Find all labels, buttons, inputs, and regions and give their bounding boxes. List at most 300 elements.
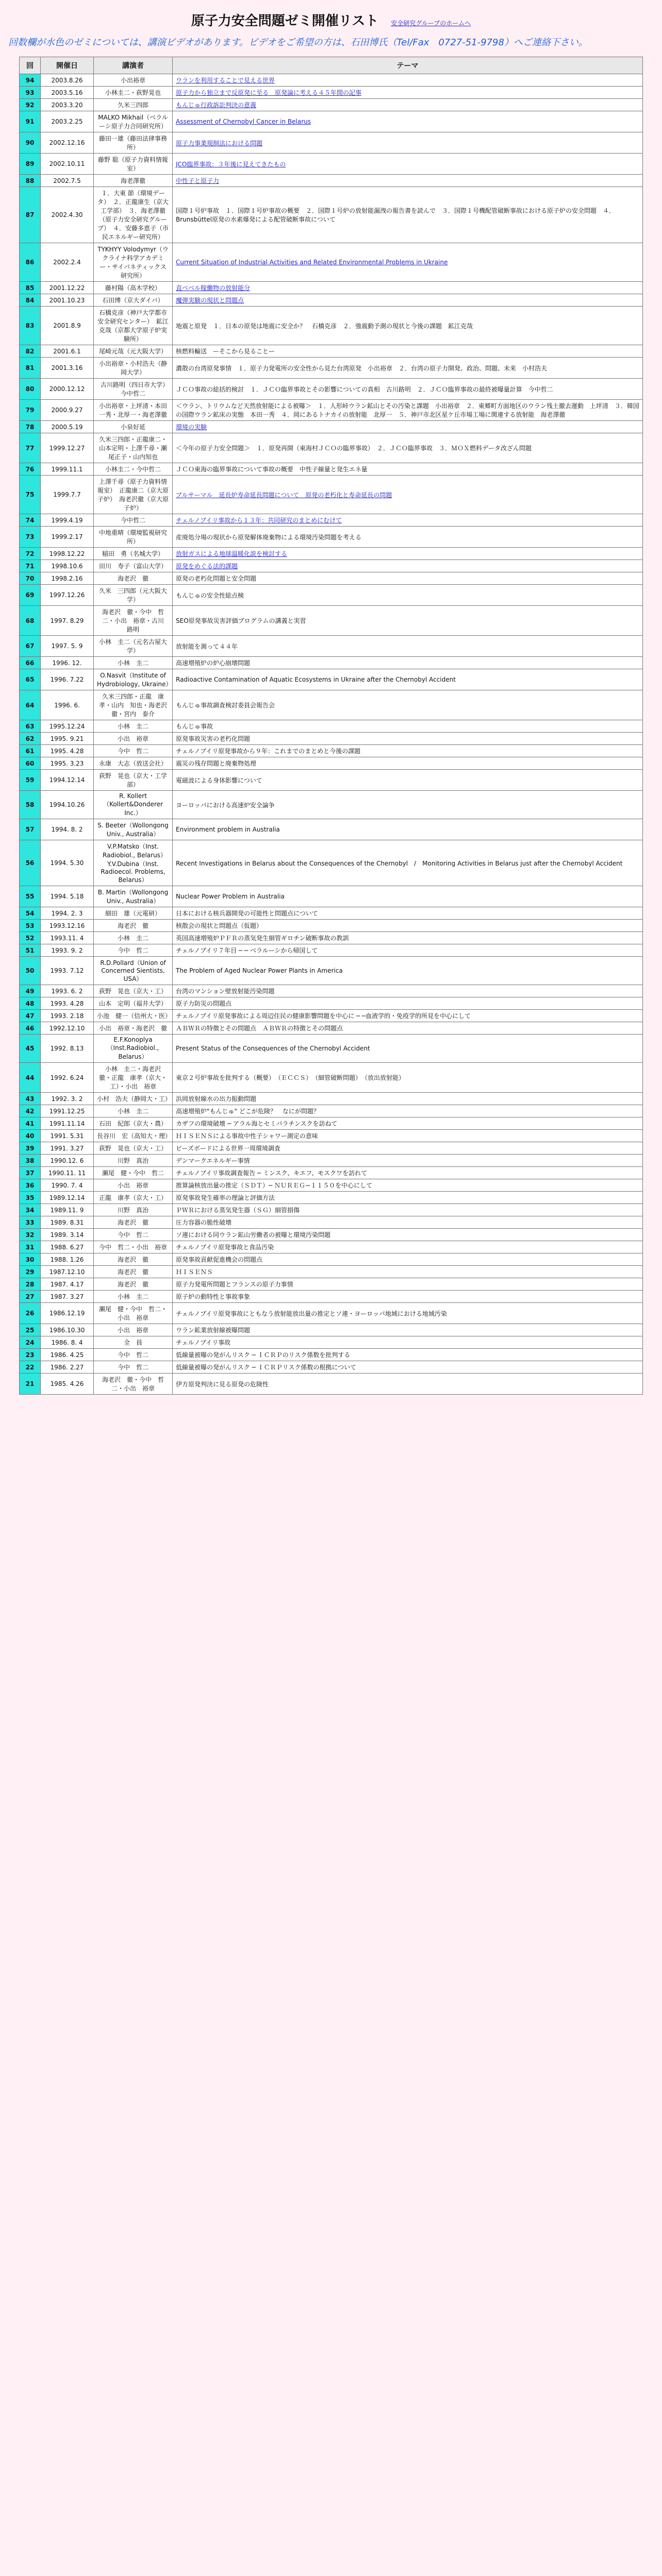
session-number: 79	[20, 400, 41, 421]
theme: 浜岡放射線水の出力振動問題	[173, 1093, 643, 1105]
lecturer: 海老沢 徹	[94, 1278, 173, 1291]
session-date: 1989.11. 9	[41, 1204, 94, 1216]
table-row	[20, 733, 643, 745]
lecturer: 今中 哲二	[94, 944, 173, 957]
theme: もんじゅ事故調査検討委員会報告会	[173, 690, 643, 720]
session-number: 90	[20, 132, 41, 154]
session-number: 62	[20, 733, 41, 745]
lecturer: 久米三四郎・正龍 康孝・山内 知也・海老沢 徹・宮内 泰介	[94, 690, 173, 720]
theme-link[interactable]: 原発をめぐる法的課題	[176, 563, 238, 570]
lecturer: B. Martin（Wollongong Univ., Australia）	[94, 886, 173, 907]
theme: 原発事故貢献促進機会の問題点	[173, 1253, 643, 1266]
session-date: 1989. 3.14	[41, 1229, 94, 1241]
session-number: 23	[20, 1349, 41, 1361]
session-date: 1993. 7.12	[41, 957, 94, 985]
theme: チェルノブイリ原発事故と食品汚染	[173, 1241, 643, 1253]
lecturer: 今中 哲二	[94, 1361, 173, 1374]
session-date: 1995. 3.23	[41, 757, 94, 770]
table-row	[20, 907, 643, 920]
home-link[interactable]: 安全研究グループのホームへ	[391, 20, 471, 27]
theme: 東京２号炉事故を批判する（概要） （ＥＣＣＳ） （細管破断問題） （放出放射能）	[173, 1063, 643, 1093]
theme: 震災の残存問題と廃棄物処理	[173, 757, 643, 770]
page-title: 原子力安全問題ゼミ開催リスト	[191, 13, 379, 29]
table-row	[20, 1155, 643, 1167]
session-date: 2003.3.20	[41, 99, 94, 111]
session-date: 1994.12.14	[41, 770, 94, 791]
table-row	[20, 1278, 643, 1291]
table-row	[20, 1179, 643, 1192]
theme: 産廃処分場の現状から原発解体廃棄物による環境汚染問題を考える	[173, 527, 643, 548]
session-number: 60	[20, 757, 41, 770]
lecturer: 正龍 康孝（京大・工）	[94, 1192, 173, 1204]
lecturer: 細田 雄（元電研）	[94, 907, 173, 920]
lecturer: 長谷川 宏（高知大・理）	[94, 1130, 173, 1142]
session-date: 1998.12.22	[41, 548, 94, 560]
session-date: 2002.7.5	[41, 175, 94, 187]
session-number: 45	[20, 1035, 41, 1063]
session-number: 37	[20, 1167, 41, 1179]
table-row	[20, 840, 643, 886]
theme: チェルノブイリ７年目 ─ ─ ベラルーシから帰国して	[173, 944, 643, 957]
theme[interactable]	[173, 548, 643, 560]
table-row	[20, 920, 643, 932]
session-number: 73	[20, 527, 41, 548]
table-row	[20, 282, 643, 294]
session-date: 1999.12.27	[41, 433, 94, 463]
theme: 英国高速増殖炉ＰＦＲの蒸気発生細管ギロチン破断事故の教訓	[173, 932, 643, 944]
table-row	[20, 1324, 643, 1336]
table-row	[20, 572, 643, 585]
session-number: 29	[20, 1266, 41, 1278]
theme: 原子力発電所問題とフランスの原子力事情	[173, 1278, 643, 1291]
session-number: 64	[20, 690, 41, 720]
lecturer: 海老沢 徹	[94, 572, 173, 585]
theme: ウラン鉱業放射線被曝問題	[173, 1324, 643, 1336]
session-date: 2002.12.16	[41, 132, 94, 154]
theme[interactable]	[173, 175, 643, 187]
table-row	[20, 690, 643, 720]
theme: 核散会の現状と問題点（仮題）	[173, 920, 643, 932]
table-row	[20, 1266, 643, 1278]
table-row	[20, 1253, 643, 1266]
table-row	[20, 669, 643, 690]
theme: 高速増殖炉の炉心崩壊問題	[173, 657, 643, 669]
session-date: 2003.2.25	[41, 111, 94, 132]
theme: 推算論核放出量の推定（ＳＤＴ）─ ＮＵＲＥＧ−１１５０を中心にして	[173, 1179, 643, 1192]
header-date: 開催日	[41, 57, 94, 74]
session-number: 27	[20, 1291, 41, 1303]
lecturer: 瀬尾 健・今中 哲二・小出 裕章	[94, 1303, 173, 1324]
lecturer: 小林 圭二・海老沢 徹・正龍 康孝（京大・工）・小出 裕章	[94, 1063, 173, 1093]
session-number: 39	[20, 1142, 41, 1155]
theme[interactable]	[173, 421, 643, 433]
theme: もんじゅの安全性総点検	[173, 585, 643, 606]
lecturer: 小林圭二・荻野晃也	[94, 87, 173, 99]
theme: ＡＢＷＲの特徴とその問題点 ＡＢＷＲの特徴とその問題点	[173, 1022, 643, 1035]
theme: 高速増殖炉"もんじゅ" どこが危険？ なにが問題？	[173, 1105, 643, 1117]
theme: 核燃料輸送 ーそこから見ることー	[173, 345, 643, 358]
lecturer: 小林 圭二（元名古屋大学）	[94, 636, 173, 657]
session-number: 86	[20, 243, 41, 282]
lecturer: 海老澤徹	[94, 175, 173, 187]
theme: ＨＩＳＥＮＳによる事故中性子シャワー測定の意味	[173, 1130, 643, 1142]
session-date: 1995.12.24	[41, 720, 94, 733]
theme[interactable]	[173, 154, 643, 175]
theme-link[interactable]: 原子力から独立まで反原発に至る 原発論に考える４５年間の記事	[176, 89, 362, 96]
theme: 原発の老朽化問題と安全問題	[173, 572, 643, 585]
session-date: 1986.12.19	[41, 1303, 94, 1324]
table-row	[20, 358, 643, 379]
table-row	[20, 514, 643, 527]
session-date: 2001.6.1	[41, 345, 94, 358]
lecturer: 永康 大志（放送会社）	[94, 757, 173, 770]
table-row	[20, 74, 643, 87]
session-number: 34	[20, 1204, 41, 1216]
session-date: 1991. 3.27	[41, 1142, 94, 1155]
theme-link[interactable]: Assessment of Chernobyl Cancer in Belarus	[176, 118, 311, 125]
session-date: 1996. 7.22	[41, 669, 94, 690]
table-row	[20, 99, 643, 111]
theme-link[interactable]: もんじゅ行政訴訟判決の意義	[176, 101, 257, 109]
table-row	[20, 1361, 643, 1374]
theme[interactable]	[173, 132, 643, 154]
session-number: 30	[20, 1253, 41, 1266]
session-number: 24	[20, 1336, 41, 1349]
theme: 原発事故災害の老朽化問題	[173, 733, 643, 745]
session-number: 82	[20, 345, 41, 358]
session-number: 85	[20, 282, 41, 294]
session-date: 1999.2.17	[41, 527, 94, 548]
theme: Radioactive Contamination of Aquatic Ecosystems in Ukraine after the Chernobyl Accident	[173, 669, 643, 690]
lecturer: MALKO Mikhail（ベラルーシ原子力合同研究所）	[94, 111, 173, 132]
lecturer: 小出 裕章	[94, 733, 173, 745]
session-number: 59	[20, 770, 41, 791]
session-number: 78	[20, 421, 41, 433]
session-number: 22	[20, 1361, 41, 1374]
table-row	[20, 560, 643, 572]
lecturer: 小出 裕章	[94, 1324, 173, 1336]
table-row	[20, 1192, 643, 1204]
table-row	[20, 657, 643, 669]
lecturer: 山本 定明（福井大学）	[94, 997, 173, 1010]
lecturer: 小出裕章	[94, 74, 173, 87]
table-row	[20, 957, 643, 985]
theme: ヨーロッパにおける高速炉安全論争	[173, 791, 643, 819]
lecturer: 小池 健一（信州大・医）	[94, 1010, 173, 1022]
session-date: 1989. 8.31	[41, 1216, 94, 1229]
session-number: 93	[20, 87, 41, 99]
session-number: 21	[20, 1374, 41, 1395]
table-body	[20, 74, 643, 1395]
session-number: 77	[20, 433, 41, 463]
lecturer: １．大東 節（環境データ） ２．正龍康生（京大工学部） ３．海老澤徹（原子力安全研究グループ） ４．安藤多恵子（市民エネルギー研究所）	[94, 187, 173, 243]
seminar-table	[19, 57, 643, 1395]
session-number: 75	[20, 476, 41, 514]
session-number: 70	[20, 572, 41, 585]
theme: ＨＩＳＥＮＳ	[173, 1266, 643, 1278]
lecturer: 中地重晴（環境監視研究所）	[94, 527, 173, 548]
session-date: 1997. 8.29	[41, 606, 94, 636]
session-number: 28	[20, 1278, 41, 1291]
lecturer: 稲田 勇（名城大学）	[94, 548, 173, 560]
session-date: 1996. 12.	[41, 657, 94, 669]
session-date: 1993. 2.18	[41, 1010, 94, 1022]
theme: 低線量被曝の発がんリスク ─ ＩＣＲＰリスク係数の根拠について	[173, 1361, 643, 1374]
session-date: 1994.10.26	[41, 791, 94, 819]
table-row	[20, 294, 643, 307]
theme: SEO原発事故災害評価プログラムの講義と実習	[173, 606, 643, 636]
table-row	[20, 1336, 643, 1349]
lecturer: 荻野 晃也（京大・工）	[94, 1142, 173, 1155]
theme[interactable]	[173, 476, 643, 514]
theme: Environment problem in Australia	[173, 819, 643, 840]
session-number: 72	[20, 548, 41, 560]
theme[interactable]	[173, 294, 643, 307]
theme[interactable]	[173, 243, 643, 282]
lecturer: 小出裕章・小村浩夫（静岡大学）	[94, 358, 173, 379]
session-number: 66	[20, 657, 41, 669]
theme: ソ連における同ウラン鉱山労働者の被曝と環境汚染問題	[173, 1229, 643, 1241]
theme: 原発事故発生確率の理論と評価方法	[173, 1192, 643, 1204]
lecturer: O.Nasvit（Institute of Hydrobiology, Ukraine）	[94, 669, 173, 690]
theme[interactable]	[173, 87, 643, 99]
session-number: 55	[20, 886, 41, 907]
theme: 原子力防災の問題点	[173, 997, 643, 1010]
theme: 伊方原発判決に見る原発の危険性	[173, 1374, 643, 1395]
session-number: 33	[20, 1216, 41, 1229]
lecturer: 小林 圭二	[94, 1105, 173, 1117]
session-date: 1993. 6. 2	[41, 985, 94, 997]
session-date: 1988. 6.27	[41, 1241, 94, 1253]
session-number: 94	[20, 74, 41, 87]
lecturer: 久米三四郎・正龍康二・山本定明・上澤千尋・瀬尾正子・山内知也	[94, 433, 173, 463]
session-date: 2003.8.26	[41, 74, 94, 87]
session-number: 32	[20, 1229, 41, 1241]
table-row	[20, 87, 643, 99]
table-row	[20, 757, 643, 770]
theme[interactable]	[173, 560, 643, 572]
theme[interactable]	[173, 74, 643, 87]
theme: 圧力容器の脆性破壊	[173, 1216, 643, 1229]
session-date: 1993.12.16	[41, 920, 94, 932]
theme[interactable]	[173, 282, 643, 294]
theme-link[interactable]: チェルノブイリ事故から１３年：共同研究のまとめにむけて	[176, 517, 342, 524]
session-number: 54	[20, 907, 41, 920]
theme[interactable]	[173, 514, 643, 527]
table-row	[20, 1063, 643, 1093]
table-row	[20, 1117, 643, 1130]
theme-link[interactable]: Current Situation of Industrial Activities and Related Environmental Problems in Ukraine	[176, 259, 448, 266]
session-number: 49	[20, 985, 41, 997]
theme-link[interactable]: 中性子と原子力	[176, 177, 220, 184]
lecturer: 小林 圭二	[94, 720, 173, 733]
session-date: 1994. 8. 2	[41, 819, 94, 840]
lecturer: TYKHYY Volodymyr（ウクライナ科学アカデミー・サイバネティックス研究所）	[94, 243, 173, 282]
table-header-row	[20, 57, 643, 74]
session-number: 69	[20, 585, 41, 606]
theme-link[interactable]: 放射ガスによる地球温暖化説を検討する	[176, 550, 288, 557]
header-no: 回	[20, 57, 41, 74]
theme: 濃散の台湾原発事情 １．原子力発電所の安全性から見た台湾原発 小出裕章 ２．台湾の原子力開発、政治、問題、未来 小村浩夫	[173, 358, 643, 379]
session-number: 51	[20, 944, 41, 957]
table-row	[20, 187, 643, 243]
lecturer: 藤村陽（高木学校）	[94, 282, 173, 294]
session-number: 91	[20, 111, 41, 132]
lecturer: 川野 真治	[94, 1155, 173, 1167]
session-date: 1992. 3. 2	[41, 1093, 94, 1105]
table-row	[20, 1142, 643, 1155]
table-row	[20, 745, 643, 757]
theme[interactable]	[173, 99, 643, 111]
session-date: 1991.11.14	[41, 1117, 94, 1130]
lecturer: 川野 真治	[94, 1204, 173, 1216]
session-date: 1991. 5.31	[41, 1130, 94, 1142]
lecturer: 海老沢 徹	[94, 920, 173, 932]
theme-link[interactable]: 魔弾実験の現状と問題点	[176, 297, 244, 304]
session-number: 74	[20, 514, 41, 527]
theme: チェルノブイリ原発事故にともなう放射能放出量の推定とソ連・ヨーロッパ地域における地域汚染	[173, 1303, 643, 1324]
table-row	[20, 379, 643, 400]
lecturer: 石田博（京大ダイバ）	[94, 294, 173, 307]
lecturer: 今中哲二	[94, 514, 173, 527]
session-date: 1987.12.10	[41, 1266, 94, 1278]
session-date: 1992.12.10	[41, 1022, 94, 1035]
table-row	[20, 1291, 643, 1303]
table-row	[20, 1022, 643, 1035]
theme-link[interactable]: JCO臨界事故：３年後に見えてきたもの	[176, 160, 286, 168]
table-row	[20, 1229, 643, 1241]
session-date: 1990.11. 11	[41, 1167, 94, 1179]
table-row	[20, 1204, 643, 1216]
session-date: 1995. 9.21	[41, 733, 94, 745]
table-row	[20, 1105, 643, 1117]
session-date: 1998.10.6	[41, 560, 94, 572]
table-row	[20, 791, 643, 819]
session-number: 38	[20, 1155, 41, 1167]
table-row	[20, 1216, 643, 1229]
session-date: 2000.5.19	[41, 421, 94, 433]
session-number: 87	[20, 187, 41, 243]
theme-link[interactable]: 環境の実験	[176, 423, 207, 431]
session-number: 42	[20, 1105, 41, 1117]
session-date: 1995. 4.28	[41, 745, 94, 757]
lecturer: 今中 哲二	[94, 1229, 173, 1241]
session-date: 2001.12.22	[41, 282, 94, 294]
session-date: 1999.7.7	[41, 476, 94, 514]
table-row	[20, 132, 643, 154]
session-number: 57	[20, 819, 41, 840]
session-number: 67	[20, 636, 41, 657]
theme-link[interactable]: プルサーマル 延長炉寿命延長問題について 原発の老朽化と寿命延長の問題	[176, 491, 392, 499]
session-date: 1997.12.26	[41, 585, 94, 606]
header-lecturer: 講演者	[94, 57, 173, 74]
session-number: 31	[20, 1241, 41, 1253]
table-row	[20, 175, 643, 187]
theme-link[interactable]: 直ベベル稼働物の放射能分	[176, 284, 251, 292]
theme: 台湾のマンション壁放射能汚染問題	[173, 985, 643, 997]
table-row	[20, 527, 643, 548]
theme: ＪＣＯ東海の臨界事故について事故の概要 中性子線量と発生エネ量	[173, 463, 643, 476]
lecturer: 藤田一雄（藤田法律事務所）	[94, 132, 173, 154]
table-row	[20, 1093, 643, 1105]
lecturer: 小林 圭二	[94, 932, 173, 944]
session-date: 1987. 4.17	[41, 1278, 94, 1291]
session-number: 47	[20, 1010, 41, 1022]
lecturer: V.P.Matsko（Inst. Radiobiol., Belarus） Y.V.Dubina（Inst. Radioecol. Problems, Belarus）	[94, 840, 173, 886]
table-row	[20, 1303, 643, 1324]
theme: ＜ウラン、トリウムなど天然放射能による被曝＞ １．人形峠ウラン鉱山とその汚染と課題 小出裕章 ２．東郷町方面地区のウラン残土撤去運動 上坪清 ３．韓国の国際ウラン鉱床の実態 本田一秀 ４．岡にあるトナカイの放射能 北厚一 ５．神戸市北区星ケ丘市場工場に関連する放射能 海老澤徹	[173, 400, 643, 421]
table-row	[20, 400, 643, 421]
lecturer: 小林 圭二	[94, 1291, 173, 1303]
session-date: 1999.11.1	[41, 463, 94, 476]
header	[5, 10, 657, 29]
lecturer: 石田 紀郎（京大・農）	[94, 1117, 173, 1130]
table-row	[20, 421, 643, 433]
lecturer: 全 員	[94, 1336, 173, 1349]
lecturer: 海老沢 徹・今中 哲二・小出 裕章・古川 路明	[94, 606, 173, 636]
session-number: 61	[20, 745, 41, 757]
table-row	[20, 476, 643, 514]
theme: カザフの環境破壊 ─ アラル海とセミパラチンスクを訪ねて	[173, 1117, 643, 1130]
lecturer: 田川 寿子（富山大学）	[94, 560, 173, 572]
session-date: 2000.9.27	[41, 400, 94, 421]
table-row	[20, 111, 643, 132]
session-date: 1999.4.19	[41, 514, 94, 527]
lecturer: 藤野 聡（原子力資料情報室）	[94, 154, 173, 175]
session-number: 43	[20, 1093, 41, 1105]
session-date: 1994. 2. 3	[41, 907, 94, 920]
lecturer: 今中 哲二	[94, 745, 173, 757]
lecturer: 小林 圭二	[94, 657, 173, 669]
table-row	[20, 944, 643, 957]
table-row	[20, 1130, 643, 1142]
session-number: 48	[20, 997, 41, 1010]
theme: ビーズボードによる世界一周環境調査	[173, 1142, 643, 1155]
lecturer: 小出 裕章・海老沢 徹	[94, 1022, 173, 1035]
session-number: 58	[20, 791, 41, 819]
table-row	[20, 463, 643, 476]
table-row	[20, 585, 643, 606]
lecturer: 今中 哲二・小出 裕章	[94, 1241, 173, 1253]
session-number: 88	[20, 175, 41, 187]
theme: 低線量被曝の発がんリスク ─ ＩＣＲＰのリスク係数を批判する	[173, 1349, 643, 1361]
table-row	[20, 345, 643, 358]
session-date: 1994. 5.18	[41, 886, 94, 907]
lecturer: 海老沢 徹	[94, 1266, 173, 1278]
video-notice: 回数欄が水色のゼミについては、講演ビデオがあります。ビデオをご希望の方は、石田博氏（Tel/Fax 0727-51-9798）へご連絡下さい。	[8, 37, 588, 48]
session-number: 63	[20, 720, 41, 733]
theme-link[interactable]: 原子力事業規制法における問題	[176, 139, 263, 147]
lecturer: 古川路明（四日市大学） 今中哲二	[94, 379, 173, 400]
session-number: 68	[20, 606, 41, 636]
session-number: 41	[20, 1117, 41, 1130]
theme: デンマークエネルギー事情	[173, 1155, 643, 1167]
lecturer: 瀬尾 健・今中 哲二	[94, 1167, 173, 1179]
theme-link[interactable]: ウランを利用することで見える世界	[176, 77, 275, 84]
session-date: 2003.5.16	[41, 87, 94, 99]
session-date: 1986. 8. 4	[41, 1336, 94, 1349]
theme[interactable]	[173, 111, 643, 132]
lecturer: R. Kollert（Kollert&Donderer Inc.）	[94, 791, 173, 819]
session-date: 1986.10.30	[41, 1324, 94, 1336]
session-date: 2002.4.30	[41, 187, 94, 243]
session-number: 36	[20, 1179, 41, 1192]
session-date: 2001.10.23	[41, 294, 94, 307]
session-number: 25	[20, 1324, 41, 1336]
session-date: 1990. 7. 4	[41, 1179, 94, 1192]
table-row	[20, 1349, 643, 1361]
session-date: 1990.12. 6	[41, 1155, 94, 1167]
